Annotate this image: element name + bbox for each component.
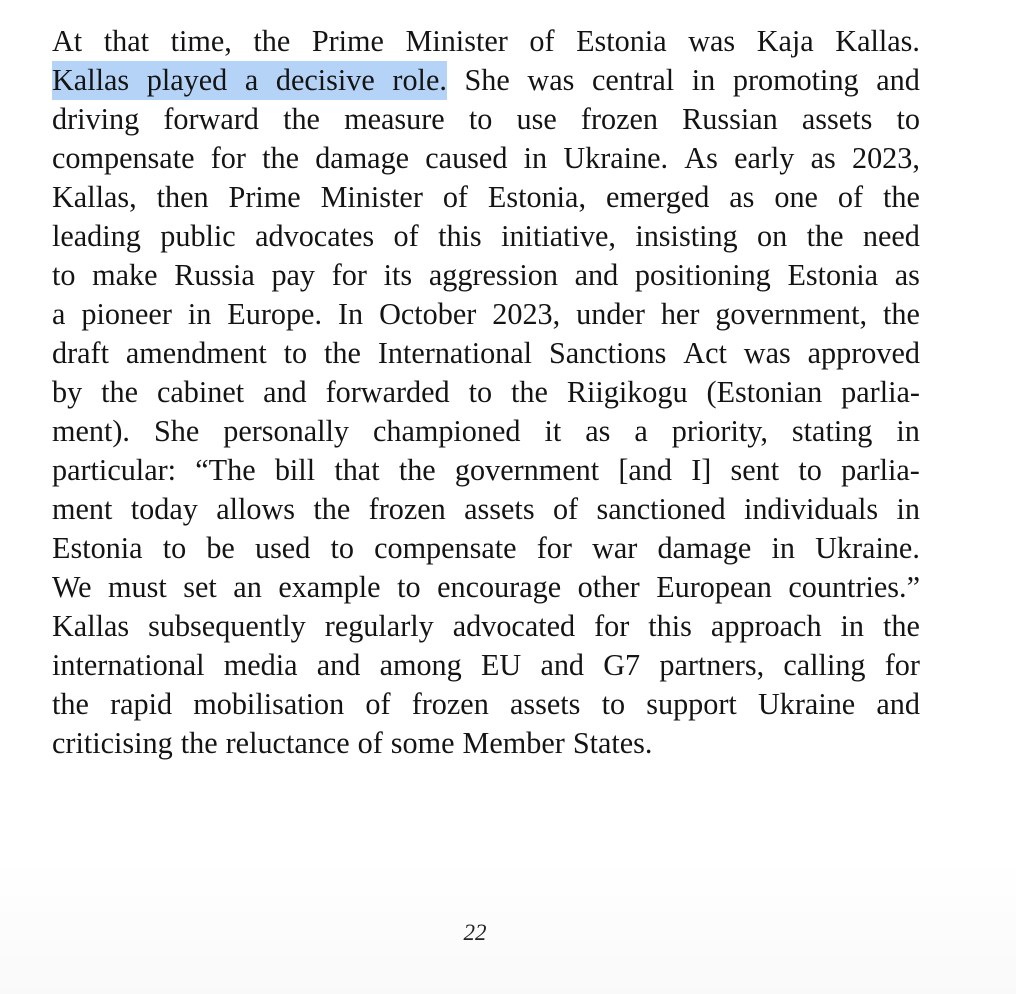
text-line [52, 139, 920, 178]
word: promoting [732, 63, 859, 97]
word: and [316, 648, 361, 682]
word: to [162, 531, 187, 565]
word: today [130, 492, 198, 526]
selected-word: played [147, 61, 245, 100]
word: Prime [311, 24, 384, 58]
word: particular: [52, 453, 177, 487]
text-line [52, 178, 920, 217]
text-line [52, 334, 920, 373]
word: damage [657, 531, 752, 565]
word: aggression [428, 258, 558, 292]
word: Estonia, [487, 180, 587, 214]
word: Estonia [52, 531, 143, 565]
word: to [330, 531, 354, 565]
word: in [840, 609, 865, 643]
text-line [52, 646, 920, 685]
word: and [263, 375, 307, 409]
word: of [393, 219, 419, 253]
word: an [233, 570, 262, 604]
word: At [52, 24, 83, 58]
word: caused [425, 141, 508, 175]
word: be [206, 531, 235, 565]
word: for [594, 609, 630, 643]
word: the [313, 492, 351, 526]
word: compensate [52, 141, 195, 175]
word: Act [683, 336, 727, 370]
text-line [52, 451, 920, 490]
word: it [544, 414, 562, 448]
word: for [331, 258, 367, 292]
word: priority, [671, 414, 768, 448]
word: and [574, 258, 619, 292]
word: frozen [580, 102, 658, 136]
word: emerged [605, 180, 710, 214]
word: We [52, 570, 92, 604]
text-line [52, 607, 920, 646]
word: personally [223, 414, 349, 448]
selected-word: role. [392, 61, 446, 100]
word: the [180, 726, 218, 760]
word: “The [195, 453, 256, 487]
word: a [52, 297, 66, 331]
word: the [806, 219, 844, 253]
word: the [511, 375, 548, 409]
word: government, [715, 297, 868, 331]
word: and [540, 648, 585, 682]
word: Estonia [787, 258, 879, 292]
text-line [52, 568, 920, 607]
word: [and [618, 453, 672, 487]
word: was [688, 24, 736, 58]
word: in [187, 297, 212, 331]
word: 2023, [492, 297, 561, 331]
word: for [536, 531, 572, 565]
word: assets [464, 492, 535, 526]
word: leading [52, 219, 141, 253]
word: G7 [603, 648, 641, 682]
word: Ukraine [757, 687, 856, 721]
word: in [523, 141, 548, 175]
body-paragraph[interactable] [52, 22, 920, 763]
word: allows [216, 492, 296, 526]
word: stating [791, 414, 873, 448]
word: and [876, 687, 920, 721]
word: advocates [255, 219, 375, 253]
word: to [468, 102, 493, 136]
word: a [634, 414, 648, 448]
word: among [379, 648, 462, 682]
word: by [52, 375, 83, 409]
word: (Estonian [706, 375, 823, 409]
word: I] [691, 453, 712, 487]
word: central [592, 63, 675, 97]
word: as [729, 180, 755, 214]
word: She [153, 414, 200, 448]
word: ment [52, 492, 113, 526]
word: frozen [368, 492, 446, 526]
text-line [52, 685, 920, 724]
word: the [283, 102, 320, 136]
text-line [52, 412, 920, 451]
text-line [52, 724, 920, 763]
word: advocated [452, 609, 576, 643]
word: use [516, 102, 557, 136]
word: rapid [110, 687, 173, 721]
word: sanctioned [596, 492, 726, 526]
word: In [337, 297, 364, 331]
word: for [884, 648, 920, 682]
word: As [684, 141, 718, 175]
word: the [262, 141, 299, 175]
word: of [442, 180, 468, 214]
word: countries.” [788, 570, 920, 604]
word: to [601, 687, 626, 721]
word: used [254, 531, 311, 565]
selected-word: a [245, 61, 276, 100]
text-line [52, 490, 920, 529]
word: individuals [743, 492, 879, 526]
page-number: 22 [463, 920, 487, 945]
word: as [894, 258, 920, 292]
word: and [876, 63, 920, 97]
word: assets [509, 687, 581, 721]
word: International [377, 336, 533, 370]
word: media [223, 648, 298, 682]
word: pioneer [81, 297, 172, 331]
word: amendment [125, 336, 267, 370]
word: on [757, 219, 788, 253]
text-line [52, 217, 920, 256]
word: Minister [320, 180, 423, 214]
word: this [648, 609, 692, 643]
word: under [576, 297, 645, 331]
word: to [468, 375, 493, 409]
word: of [837, 180, 864, 214]
word: Riigikogu [566, 375, 688, 409]
text-line [52, 61, 920, 100]
word: some [390, 726, 455, 760]
word: set [183, 570, 217, 604]
word: the [253, 24, 291, 58]
word: Estonia [576, 24, 667, 58]
word: insisting [635, 219, 738, 253]
word: then [156, 180, 209, 214]
word: that [103, 24, 150, 58]
word: reluctance [225, 726, 350, 760]
text-line [52, 295, 920, 334]
word: cabinet [156, 375, 245, 409]
word: the [883, 297, 920, 331]
word: Kallas, [52, 180, 137, 214]
word: 2023, [851, 141, 920, 175]
word: approach [710, 609, 822, 643]
word: parlia- [841, 375, 920, 409]
word: war [592, 531, 638, 565]
word: of [357, 726, 383, 760]
text-line [52, 22, 920, 61]
word: as [810, 141, 836, 175]
word: time, [170, 24, 232, 58]
word: frozen [411, 687, 489, 721]
word: example [278, 570, 381, 604]
selected-word: decisive [276, 61, 392, 100]
word: the [52, 687, 89, 721]
word: Ukraine. [563, 141, 669, 175]
word: to [52, 258, 76, 292]
word: international [52, 648, 205, 682]
word: other [577, 570, 640, 604]
text-line [52, 529, 920, 568]
word: the [101, 375, 139, 409]
word: the [398, 453, 436, 487]
word: of [552, 492, 579, 526]
word: was [743, 336, 791, 370]
word: mobilisation [193, 687, 345, 721]
word: Russian [682, 102, 778, 136]
word: one [774, 180, 818, 214]
word: its [383, 258, 413, 292]
word: Sanctions [548, 336, 667, 370]
word: need [862, 219, 920, 253]
word: driving [52, 102, 140, 136]
word: to [283, 336, 308, 370]
word: her [660, 297, 700, 331]
word: positioning [634, 258, 771, 292]
word: assets [801, 102, 873, 136]
word: government [454, 453, 600, 487]
word: the [882, 180, 920, 214]
word: regularly [324, 609, 434, 643]
word: was [527, 63, 575, 97]
word: in [896, 492, 920, 526]
word: in [691, 63, 716, 97]
word: that [334, 453, 380, 487]
word: in [771, 531, 795, 565]
word: as [585, 414, 611, 448]
word: this [438, 219, 482, 253]
word: subsequently [148, 609, 306, 643]
word: pay [271, 258, 316, 292]
word: damage [315, 141, 410, 175]
word: calling [783, 648, 866, 682]
word: championed [372, 414, 521, 448]
word: compensate [374, 531, 517, 565]
word: support [646, 687, 737, 721]
word: must [108, 570, 167, 604]
word: forwarded [325, 375, 450, 409]
word: EU [480, 648, 522, 682]
word: States. [572, 726, 653, 760]
word: the [883, 609, 920, 643]
word: of [365, 687, 391, 721]
word: Prime [228, 180, 301, 214]
word: Minister [405, 24, 508, 58]
word: Kaja [756, 24, 814, 58]
word: measure [344, 102, 445, 136]
word: European [656, 570, 772, 604]
text-line [52, 373, 920, 412]
text-line [52, 100, 920, 139]
selected-word: Kallas [52, 61, 147, 100]
word: bill [274, 453, 316, 487]
word: the [324, 336, 361, 370]
word: for [210, 141, 246, 175]
word: October [379, 297, 477, 331]
word: approved [807, 336, 920, 370]
word: Ukraine. [815, 531, 920, 565]
word: parlia- [841, 453, 920, 487]
word: to [397, 570, 421, 604]
word: make [92, 258, 158, 292]
word: Member [462, 726, 565, 760]
word: to [798, 453, 822, 487]
word: Europe. [227, 297, 323, 331]
word: Kallas. [835, 24, 920, 58]
word: encourage [437, 570, 562, 604]
word: Russia [174, 258, 255, 292]
word: Kallas [52, 609, 130, 643]
word: in [896, 414, 920, 448]
text-line [52, 256, 920, 295]
word: early [734, 141, 795, 175]
word: initiative, [501, 219, 616, 253]
word: She [464, 63, 510, 97]
word: public [160, 219, 236, 253]
word: criticising [52, 726, 173, 760]
word: to [896, 102, 920, 136]
word: forward [163, 102, 259, 136]
word: partners, [659, 648, 765, 682]
word: draft [52, 336, 109, 370]
word: of [529, 24, 555, 58]
word: ment). [52, 414, 130, 448]
word: sent [730, 453, 780, 487]
